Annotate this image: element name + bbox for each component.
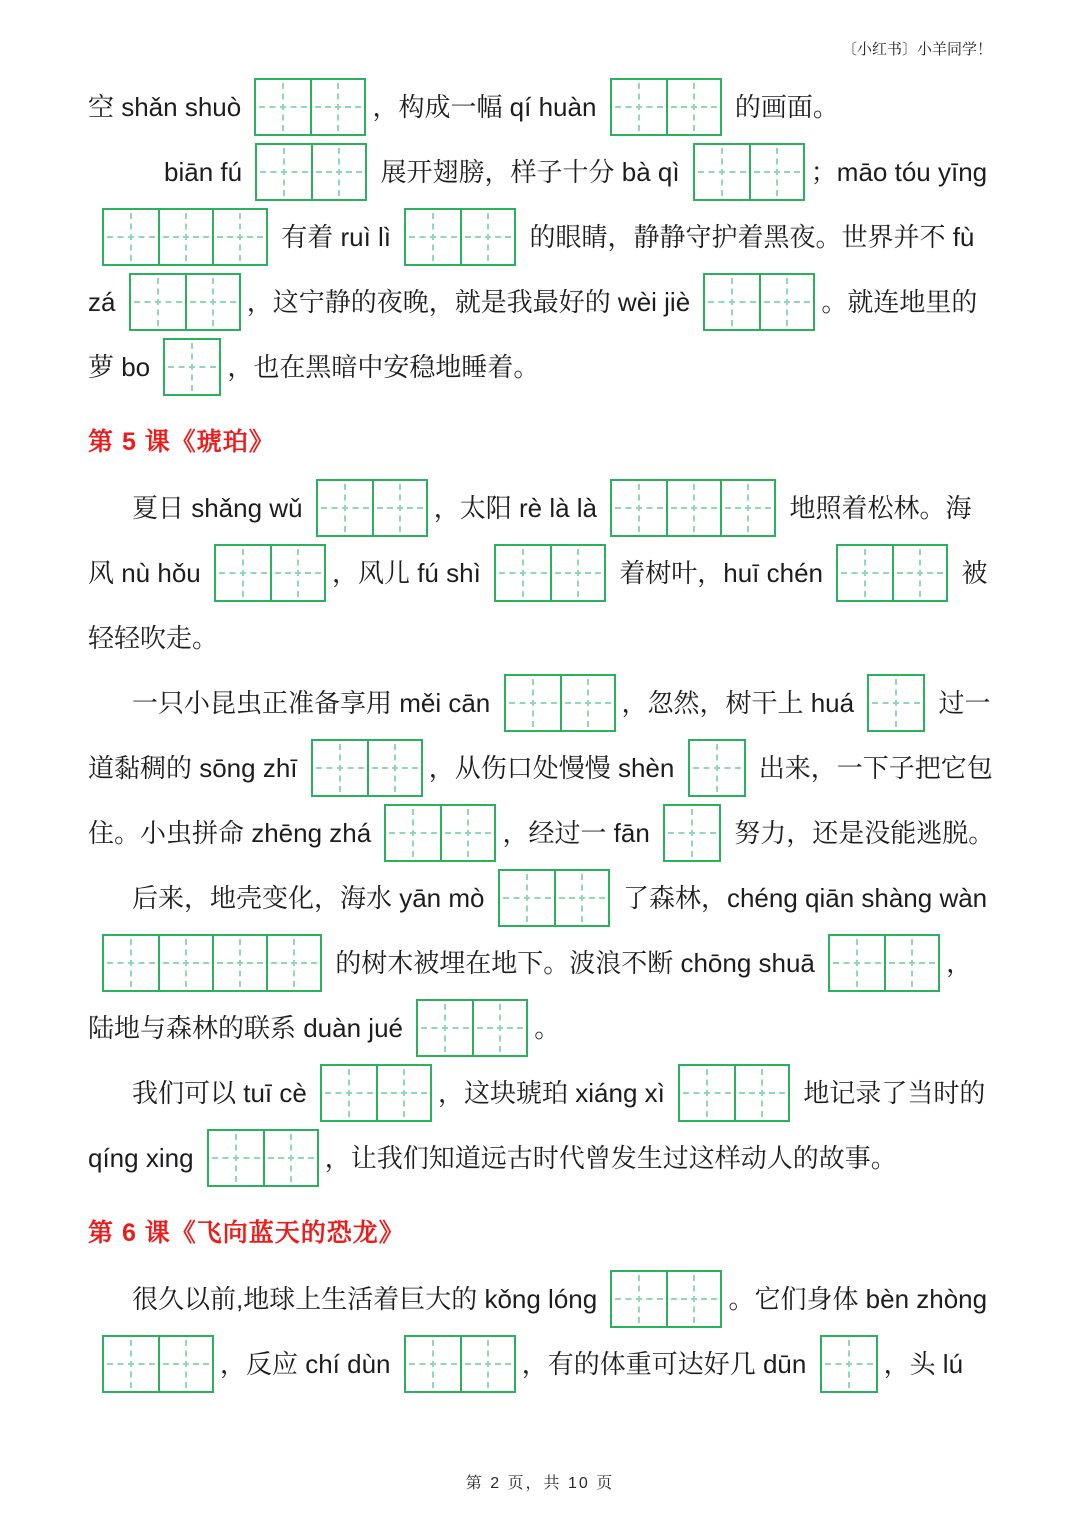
line-text: ，反应 chí dùn xyxy=(220,1348,398,1379)
answer-cell[interactable] xyxy=(666,1272,720,1326)
answer-cell[interactable] xyxy=(612,80,666,134)
answer-cell[interactable] xyxy=(612,1272,666,1326)
line-text: ，构成一幅 qí huàn xyxy=(372,91,604,122)
answer-cell[interactable] xyxy=(104,936,158,990)
answer-cell[interactable] xyxy=(892,546,946,600)
answer-grid xyxy=(311,739,423,797)
line-text: 萝 bo xyxy=(88,351,158,382)
answer-grid xyxy=(610,78,722,136)
answer-cell[interactable] xyxy=(311,145,365,199)
answer-cell[interactable] xyxy=(418,1001,472,1055)
line-text: 。 xyxy=(534,1012,561,1043)
worksheet-line xyxy=(88,800,995,865)
answer-cell[interactable] xyxy=(506,676,560,730)
line-text: 着树叶，huī chén xyxy=(612,557,831,588)
worksheet-line xyxy=(88,1125,992,1190)
answer-cell[interactable] xyxy=(322,1066,376,1120)
answer-grid xyxy=(498,869,610,927)
answer-grid xyxy=(384,804,496,862)
line-text: ，也在黑暗中安稳地睡着。 xyxy=(227,351,540,382)
line-text: 。它们身体 bèn zhòng xyxy=(728,1283,988,1314)
worksheet-line xyxy=(88,334,992,399)
answer-grid xyxy=(678,1064,790,1122)
line-text: ，这块琥珀 xiáng xì xyxy=(438,1077,673,1108)
worksheet-line xyxy=(88,139,992,204)
worksheet-line xyxy=(88,605,992,670)
worksheet-line xyxy=(88,204,992,269)
answer-grid xyxy=(416,999,528,1057)
answer-grid xyxy=(688,739,746,797)
answer-grid xyxy=(867,674,925,732)
answer-grid xyxy=(214,544,326,602)
worksheet-line xyxy=(88,1331,992,1396)
lesson-heading: 第 5 课《琥珀》 xyxy=(88,428,275,456)
worksheet-line xyxy=(88,475,992,540)
worksheet-line xyxy=(88,735,992,800)
worksheet-line xyxy=(88,865,992,930)
answer-cell[interactable] xyxy=(734,1066,788,1120)
answer-grid xyxy=(254,78,366,136)
line-text: 道黏稠的 sōng zhī xyxy=(88,752,305,783)
answer-cell[interactable] xyxy=(256,80,310,134)
worksheet-line xyxy=(88,930,992,995)
line-text: 风 nù hǒu xyxy=(88,557,208,588)
answer-cell[interactable] xyxy=(690,741,744,795)
paragraph xyxy=(88,670,995,865)
line-text: ，让我们知道远古时代曾发生过这样动人的故事。 xyxy=(324,1142,897,1173)
answer-cell[interactable] xyxy=(759,275,813,329)
line-text: ，从伤口处慢慢 shèn xyxy=(428,752,682,783)
answer-grid xyxy=(207,1129,319,1187)
line-text: 我们可以 tuī cè xyxy=(132,1077,315,1108)
answer-cell[interactable] xyxy=(104,210,158,264)
line-text: 。就连地里的 xyxy=(821,286,978,317)
answer-cell[interactable] xyxy=(406,1337,460,1391)
answer-cell[interactable] xyxy=(131,275,185,329)
line-text: 被 xyxy=(954,557,988,588)
answer-grid xyxy=(828,934,940,992)
line-text: ；māo tóu yīng xyxy=(810,156,988,187)
answer-grid xyxy=(494,544,606,602)
answer-cell[interactable] xyxy=(440,806,494,860)
answer-grid xyxy=(836,544,948,602)
answer-grid xyxy=(610,1270,722,1328)
line-text: biān fú xyxy=(164,156,250,187)
answer-grid xyxy=(102,208,268,266)
answer-cell[interactable] xyxy=(367,741,421,795)
line-text: ，风儿 fú shì xyxy=(331,557,489,588)
worksheet-line xyxy=(88,74,992,139)
answer-cell[interactable] xyxy=(257,145,311,199)
worksheet-line xyxy=(88,540,992,605)
line-text: 轻轻吹走。 xyxy=(88,622,219,653)
line-text: ，这宁静的夜晚，就是我最好的 wèi jiè xyxy=(246,286,698,317)
answer-grid xyxy=(163,338,221,396)
answer-cell[interactable] xyxy=(822,1337,876,1391)
answer-cell[interactable] xyxy=(666,80,720,134)
answer-cell[interactable] xyxy=(680,1066,734,1120)
line-text: ， xyxy=(946,947,973,978)
line-text: zá xyxy=(88,286,123,317)
answer-cell[interactable] xyxy=(212,210,266,264)
paragraph xyxy=(88,1266,992,1396)
paragraph xyxy=(88,74,992,399)
worksheet-line xyxy=(88,995,992,1060)
answer-cell[interactable] xyxy=(310,80,364,134)
answer-cell[interactable] xyxy=(165,340,219,394)
answer-cell[interactable] xyxy=(665,806,719,860)
answer-cell[interactable] xyxy=(554,871,608,925)
answer-cell[interactable] xyxy=(695,145,749,199)
answer-cell[interactable] xyxy=(372,481,426,535)
answer-grid xyxy=(320,1064,432,1122)
line-text: 努力，还是没能逃脱。 xyxy=(727,817,995,848)
worksheet-line xyxy=(88,670,992,735)
answer-cell[interactable] xyxy=(720,481,774,535)
answer-cell[interactable] xyxy=(185,275,239,329)
answer-cell[interactable] xyxy=(158,210,212,264)
answer-cell[interactable] xyxy=(263,1131,317,1185)
answer-grid xyxy=(693,143,805,201)
answer-grid xyxy=(316,479,428,537)
answer-cell[interactable] xyxy=(158,1337,212,1391)
answer-grid xyxy=(703,273,815,331)
answer-cell[interactable] xyxy=(406,210,460,264)
answer-grid xyxy=(129,273,241,331)
lesson-heading: 第 6 课《飞向蓝天的恐龙》 xyxy=(88,1219,405,1247)
answer-cell[interactable] xyxy=(560,676,614,730)
answer-grid xyxy=(504,674,616,732)
line-text: 地记录了当时的 xyxy=(796,1077,986,1108)
line-text: 很久以前,地球上生活着巨大的 kǒng lóng xyxy=(132,1283,605,1314)
worksheet-content xyxy=(88,74,995,1396)
line-text: 展开翅膀，样子十分 bà qì xyxy=(373,156,687,187)
line-text: 出来，一下子把它包 xyxy=(751,752,993,783)
answer-cell[interactable] xyxy=(266,936,320,990)
answer-cell[interactable] xyxy=(376,1066,430,1120)
worksheet-line xyxy=(88,1060,992,1125)
line-text: 的眼睛，静静守护着黑夜。世界并不 fù xyxy=(522,221,975,252)
line-text: 夏日 shǎng wǔ xyxy=(132,492,310,523)
line-text: 有着 ruì lì xyxy=(274,221,399,252)
answer-grid xyxy=(610,479,776,537)
line-text: 了森林，chéng qiān shàng wàn xyxy=(615,882,988,913)
line-text: ，忽然，树干上 huá xyxy=(621,687,862,718)
line-text: 一只小昆虫正准备享用 měi cān xyxy=(132,687,498,718)
line-text: ，经过一 fān xyxy=(502,817,658,848)
answer-cell[interactable] xyxy=(472,1001,526,1055)
answer-cell[interactable] xyxy=(666,481,720,535)
answer-cell[interactable] xyxy=(460,1337,514,1391)
answer-cell[interactable] xyxy=(318,481,372,535)
line-text: 的树木被埋在地下。波浪不断 chōng shuā xyxy=(328,947,823,978)
answer-cell[interactable] xyxy=(104,1337,158,1391)
line-text: 过一 xyxy=(931,687,991,718)
answer-cell[interactable] xyxy=(496,546,550,600)
page-number-footer: 第 2 页，共 10 页 xyxy=(465,1475,615,1492)
answer-grid xyxy=(820,1335,878,1393)
line-text: 的画面。 xyxy=(727,91,839,122)
line-text: 陆地与森林的联系 duàn jué xyxy=(88,1012,411,1043)
answer-grid xyxy=(404,1335,516,1393)
answer-grid xyxy=(102,1335,214,1393)
answer-cell[interactable] xyxy=(500,871,554,925)
answer-grid xyxy=(255,143,367,201)
answer-grid xyxy=(404,208,516,266)
answer-cell[interactable] xyxy=(749,145,803,199)
answer-cell[interactable] xyxy=(705,275,759,329)
line-text: 空 shǎn shuò xyxy=(88,91,249,122)
answer-cell[interactable] xyxy=(884,936,938,990)
paragraph xyxy=(88,865,992,1060)
answer-cell[interactable] xyxy=(460,210,514,264)
worksheet-line xyxy=(88,269,992,334)
line-text: ，头 lú xyxy=(883,1348,964,1379)
line-text: ，太阳 rè là là xyxy=(433,492,605,523)
answer-cell[interactable] xyxy=(270,546,324,600)
worksheet-line xyxy=(88,1266,992,1331)
answer-cell[interactable] xyxy=(313,741,367,795)
answer-cell[interactable] xyxy=(838,546,892,600)
answer-cell[interactable] xyxy=(386,806,440,860)
line-text: 后来，地壳变化，海水 yān mò xyxy=(132,882,492,913)
answer-cell[interactable] xyxy=(216,546,270,600)
line-text: ，有的体重可达好几 dūn xyxy=(521,1348,814,1379)
answer-cell[interactable] xyxy=(830,936,884,990)
paragraph xyxy=(88,1060,992,1190)
line-text: qíng xing xyxy=(88,1142,201,1173)
answer-cell[interactable] xyxy=(550,546,604,600)
line-text: 住。小虫拼命 zhēng zhá xyxy=(88,817,379,848)
answer-cell[interactable] xyxy=(212,936,266,990)
answer-cell[interactable] xyxy=(612,481,666,535)
line-text: 地照着松林。海 xyxy=(782,492,972,523)
answer-grid xyxy=(663,804,721,862)
answer-cell[interactable] xyxy=(209,1131,263,1185)
answer-grid xyxy=(102,934,322,992)
answer-cell[interactable] xyxy=(158,936,212,990)
answer-cell[interactable] xyxy=(869,676,923,730)
watermark-header: 〔小红书〕小羊同学！ xyxy=(841,41,992,58)
paragraph xyxy=(88,475,992,670)
